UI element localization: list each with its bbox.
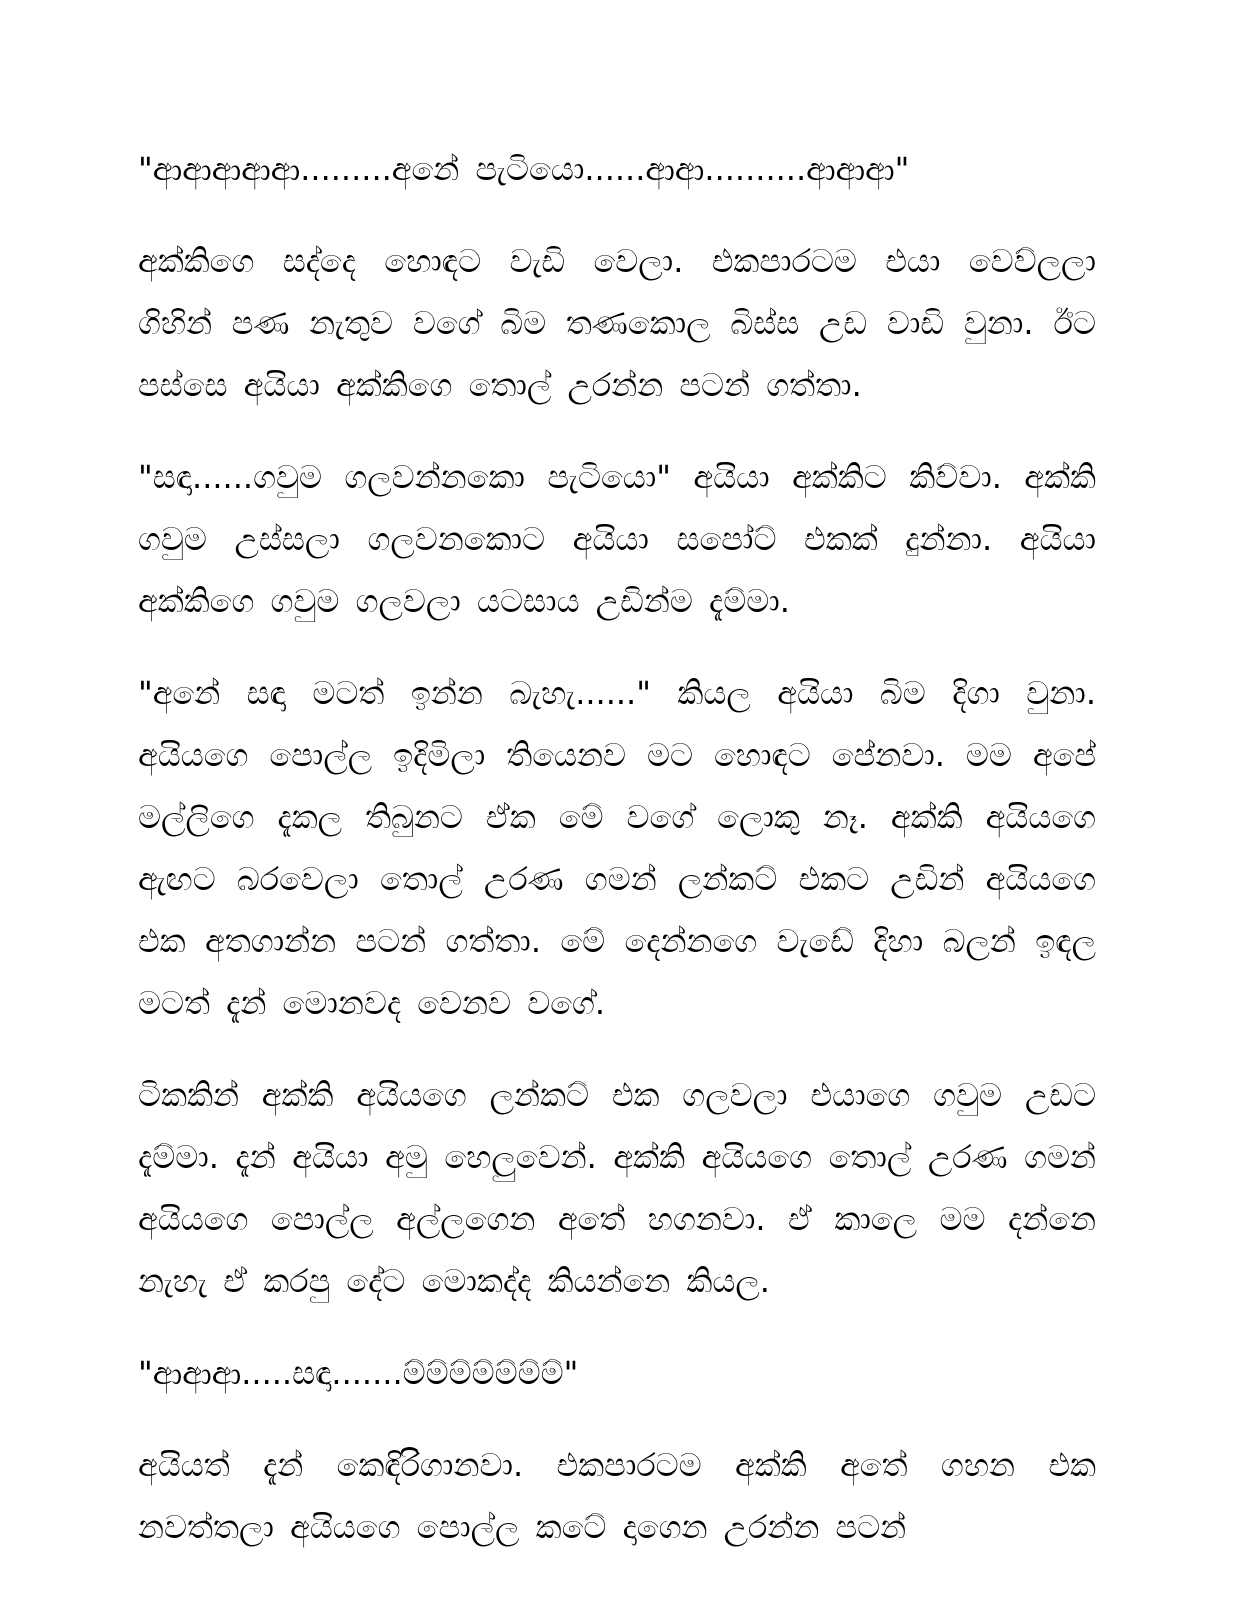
dialogue-line-1: "ආආආආආ.........අනේ පැටියො......ආආ..........ආආආ" [138,150,910,188]
body-paragraph-1: අක්කිගෙ සද්දෙ හොඳට වැඩි වෙලා. එකපාරටම එයා වෙව්ලලා ගිහින් පණ නැතුව වගේ බිම තණකොල බිස්ස උඩ වාඩි වුනා. ඊට පස්සෙ අයියා අක්කිගෙ තොල් උරන්න පටන් ගත්තා. [138,242,1096,404]
body-paragraph-5: අයියත් දැන් කෙඳිරිගානවා. එකපාරටම අක්කි අතේ ගහන එක නවත්තලා අයියගෙ පොල්ල කටේ දාගෙන උරන්න පටන් [138,1446,1096,1546]
body-paragraph-2: "සඳා......ගවුම ගලවන්නකො පැටියො" අයියා අක්කිට කිව්වා. අක්කි ගවුම උස්සලා ගලවනකොට අයියා සපෝට් එකක් දුන්නා. අයියා අක්කිගෙ ගවුම ගලවලා යටසාය උඩින්ම දැම්මා. [138,458,1096,620]
body-paragraph-4: ටිකකින් අක්කි අයියගෙ ලන්කට් එක ගලවලා එයාගෙ ගවුම උඩට දැම්මා. දැන් අයියා අමු හෙලුවෙන්. අක්කි අයියගෙ තොල් උරණ ගමන් අයියගෙ පොල්ල අල්ලගෙන අතේ හගනවා. ඒ කාලෙ මම දන්නෙ නැහැ ඒ කරපු දේට මොකද්ද කියන්නෙ කියල. [138,1076,1096,1300]
dialogue-line-2: "ආආආ.....සඳා.......ම්ම්ම්ම්ම්ම්ම්" [138,1354,579,1392]
body-paragraph-3: "අනේ සඳා මටත් ඉන්න බැහැ......" කියල අයියා බිම දිගා වුනා. අයියගෙ පොල්ල ඉදිමිලා තියෙනව මට හොඳට පේනවා. මම අපේ මල්ලිගෙ දැකල තිබුනට ඒක මේ වගේ ලොකු නෑ. අක්කි අයියගෙ ඇඟට බරවෙලා තොල් උරණ ගමන් ලන්කට් එකට උඩින් අයියගෙ එක අතගාන්න පටන් ගත්තා. මේ දෙන්නගෙ වැඩේ දිහා බලන් ඉඳල මටත් දැන් මොනවද වෙනව වගේ. [138,674,1096,1022]
